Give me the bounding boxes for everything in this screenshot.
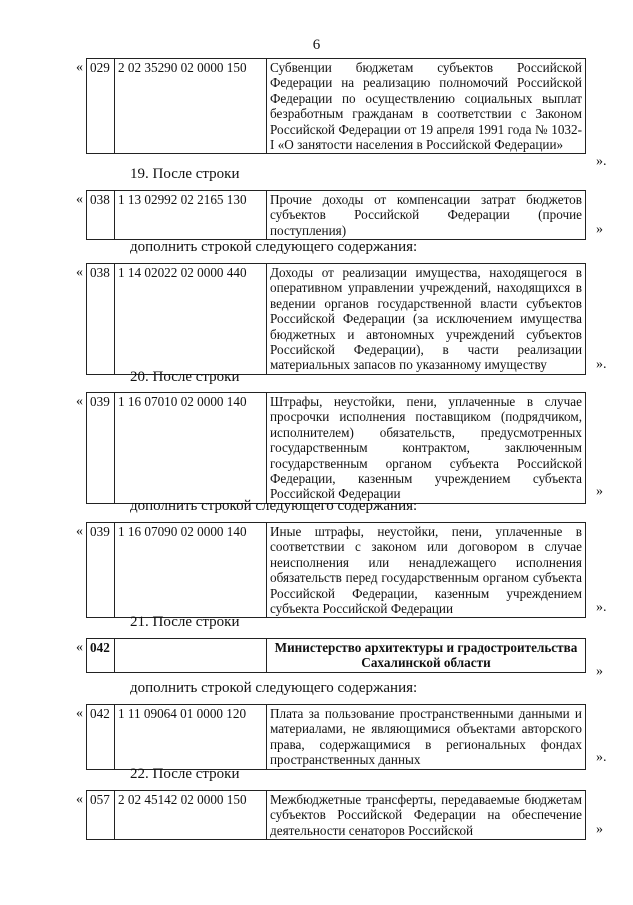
row-text: Доходы от реализации имущества, находящегося в оперативном управлении учреждений, находящихся в ведении органов государственной власти субъектов Российской Федерации (за исключением имущества бюджетных и автономных учреждений субъектов Российской Федерации), в части реализации материальных запасов по указанному имуществу [267,264,586,375]
section-caption: дополнить строкой следующего содержания: [130,680,418,696]
close-quote: ». [596,357,607,372]
section-caption: 21. После строки [130,614,240,630]
close-quote: » [596,484,603,499]
close-quote: » [596,222,603,237]
row-text: Министерство архитектуры и градостроительства Сахалинской области [267,639,586,673]
row-kbk: 1 11 09064 01 0000 120 [115,705,267,770]
table-row [76,58,607,169]
table-row [76,392,603,504]
row-text: Прочие доходы от компенсации затрат бюджетов субъектов Российской Федерации (прочие поступления) [267,191,586,240]
row-kbk [115,639,267,673]
section-caption: дополнить строкой следующего содержания: [130,239,418,255]
row-kbk: 2 02 45142 02 0000 150 [115,791,267,840]
table-row [76,638,603,679]
close-quote: » [596,664,603,679]
open-quote: « [76,792,83,807]
section-caption: 22. После строки [130,766,240,782]
table-row [76,522,607,618]
row-code: 038 [87,264,115,375]
row-kbk: 1 16 07090 02 0000 140 [115,523,267,618]
row-code: 029 [87,59,115,154]
row-kbk: 1 13 02992 02 2165 130 [115,191,267,240]
close-quote: ». [596,750,607,765]
open-quote: « [76,640,83,655]
close-quote: » [596,822,603,837]
open-quote: « [76,265,83,280]
row-code: 039 [87,393,115,504]
close-quote: ». [596,154,607,169]
open-quote: « [76,192,83,207]
row-text: Плата за пользование пространственными данными и материалами, не являющимися объектами авторского права, содержащимися в региональных фондах пространственных данных [267,705,586,770]
section-caption: 19. После строки [130,166,240,182]
open-quote: « [76,706,83,721]
row-kbk: 1 16 07010 02 0000 140 [115,393,267,504]
open-quote: « [76,524,83,539]
row-code: 039 [87,523,115,618]
table-row [76,790,603,840]
row-code: 042 [87,639,115,673]
open-quote: « [76,60,83,75]
close-quote: ». [596,600,607,615]
table-row [76,190,603,240]
row-code: 042 [87,705,115,770]
row-text: Штрафы, неустойки, пени, уплаченные в случае просрочки исполнения поставщиком (подрядчиком, исполнителем) обязательств, предусмотренных государственным контрактом, заключенным государственным органом субъекта Российской Федерации, казенным учреждением субъекта Российской Федерации [267,393,586,504]
row-text: Межбюджетные трансферты, передаваемые бюджетам субъектов Российской Федерации на обеспечение деятельности сенаторов Российской [267,791,586,840]
row-code: 057 [87,791,115,840]
table-row [76,704,607,770]
page-number: 6 [312,37,321,53]
row-code: 038 [87,191,115,240]
row-text: Субвенции бюджетам субъектов Российской Федерации на реализацию полномочий Российской Федерации по осуществлению социальных выплат безработным гражданам в соответствии с Законом Российской Федерации от 19 апреля 1991 года № 1032-I «О занятости населения в Российской Федерации» [267,59,586,154]
row-text: Иные штрафы, неустойки, пени, уплаченные в соответствии с законом или договором в случае неисполнения или ненадлежащего исполнения обязательств перед государственным органом субъекта Российской Федерации, казенным учреждением субъекта Российской Федерации [267,523,586,618]
section-caption: дополнить строкой следующего содержания: [130,498,418,514]
row-kbk: 1 14 02022 02 0000 440 [115,264,267,375]
table-row [76,263,607,375]
row-kbk: 2 02 35290 02 0000 150 [115,59,267,154]
open-quote: « [76,394,83,409]
section-caption: 20. После строки [130,369,240,385]
